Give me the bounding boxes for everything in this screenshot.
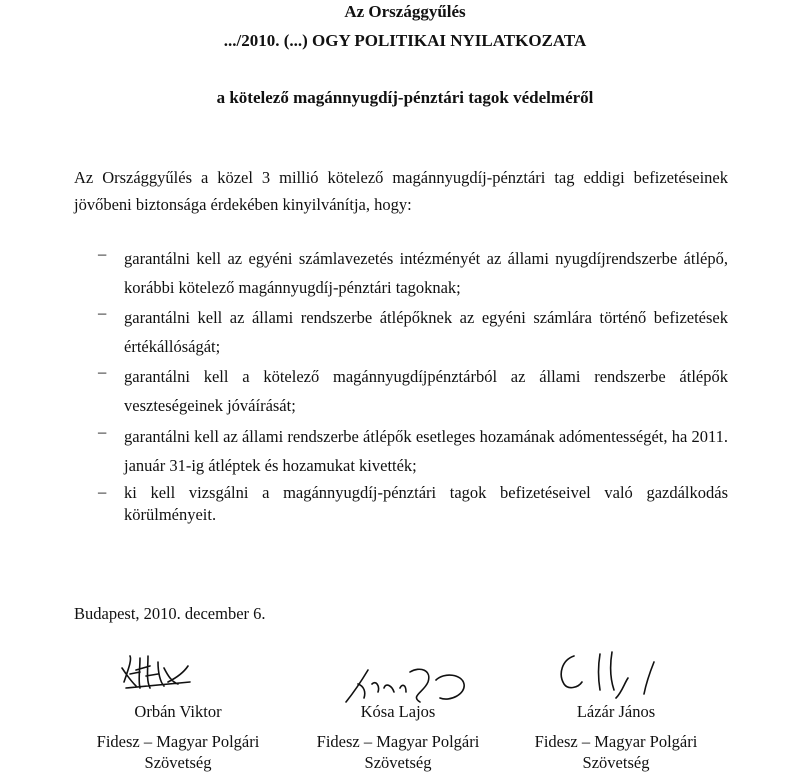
document-title: .../2010. (...) OGY POLITIKAI NYILATKOZATA — [223, 31, 587, 50]
institution-heading: Az Országgyűlés — [344, 2, 466, 21]
list-item-text: ki kell vizsgálni a magánnyugdíj-pénztári tagok befizetéseivel való gazdálkodás körülményeit. — [124, 483, 728, 524]
list-item-text: garantálni kell az állami rendszerbe átlépőknek az egyéni számlára történő befizetések értékállóságát; — [124, 308, 728, 356]
signatory-name: Orbán Viktor — [134, 702, 222, 721]
list-dash: – — [98, 362, 107, 381]
list-item-text: garantálni kell a kötelező magánnyugdíjpénztárból az állami rendszerbe átlépők veszteségeinek jóváírását; — [124, 367, 728, 415]
document-subject: a kötelező magánnyugdíj-pénztári tagok védelméről — [216, 88, 594, 107]
signatory-party-cont: Szövetség — [364, 753, 432, 772]
signatory-party-cont: Szövetség — [582, 753, 650, 772]
list-dash: – — [98, 303, 107, 322]
signatory-name: Lázár János — [576, 702, 656, 721]
list-item-text: garantálni kell az egyéni számlavezetés intézményét az állami nyugdíjrendszerbe átlépő, korábbi kötelező magánnyugdíj-pénztári tagoknak; — [124, 249, 728, 297]
list-dash: – — [98, 422, 107, 441]
signature-lazar — [552, 650, 672, 702]
list-item-text: garantálni kell az állami rendszerbe átlépők esetleges hozamának adómentességét, ha 2011. január 31-ig átléptek és hozamukat kivették; — [124, 427, 728, 475]
signature-orban — [118, 652, 218, 694]
signatory-party: Fidesz – Magyar Polgári — [96, 732, 260, 751]
place-date: Budapest, 2010. december 6. — [74, 604, 266, 623]
list-dash: – — [98, 482, 107, 501]
signatory-party: Fidesz – Magyar Polgári — [316, 732, 480, 751]
list-dash: – — [98, 244, 107, 263]
signatory-party: Fidesz – Magyar Polgári — [534, 732, 698, 751]
signatory-name: Kósa Lajos — [360, 702, 436, 721]
intro-paragraph: Az Országgyűlés a közel 3 millió kötelező magánnyugdíj-pénztári tag eddigi befizetéseinek jövőbeni biztonsága érdekében kinyilvánítja, hogy: — [74, 168, 728, 214]
signatory-party-cont: Szövetség — [144, 753, 212, 772]
